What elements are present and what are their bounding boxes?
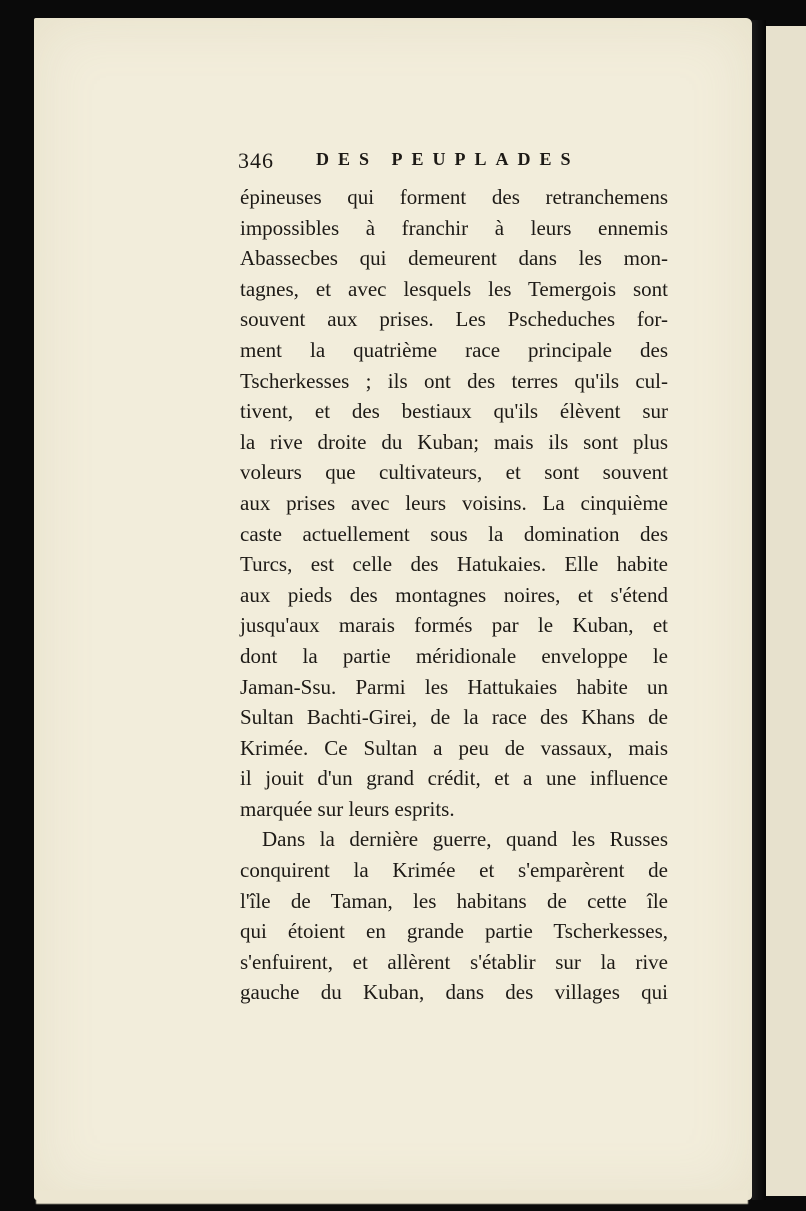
- text-line: impossibles à franchir à leurs ennemis: [240, 215, 668, 240]
- page-bottom-edge: [36, 1190, 748, 1204]
- text-line: dont la partie méridionale enveloppe le: [240, 643, 668, 668]
- text-line: souvent aux prises. Les Pscheduches for-: [240, 307, 668, 332]
- text-line: s'enfuirent, et allèrent s'établir sur la rive: [240, 949, 668, 974]
- text-line: voleurs que cultivateurs, et sont souvent: [240, 460, 668, 485]
- paragraph-1: [240, 182, 668, 824]
- text-line: Tscherkesses ; ils ont des terres qu'ils cul-: [240, 368, 668, 393]
- text-line: il jouit d'un grand crédit, et a une influence: [240, 766, 668, 791]
- text-line: aux pieds des montagnes noires, et s'étend: [240, 582, 668, 607]
- text-line: Abassecbes qui demeurent dans les mon-: [240, 246, 668, 271]
- text-line: qui étoient en grande partie Tscherkesses,: [240, 919, 668, 944]
- text-line: Jaman-Ssu. Parmi les Hattukaies habite un: [240, 674, 668, 699]
- text-line: Dans la dernière guerre, quand les Russes: [262, 827, 668, 852]
- adjacent-page-edge: [766, 26, 806, 1196]
- text-line: Krimée. Ce Sultan a peu de vassaux, mais: [240, 735, 668, 760]
- page-number: 346: [238, 148, 274, 173]
- text-line: gauche du Kuban, dans des villages qui: [240, 980, 668, 1005]
- text-line: conquirent la Krimée et s'emparèrent de: [240, 858, 668, 883]
- text-line: tivent, et des bestiaux qu'ils élèvent sur: [240, 399, 668, 424]
- text-line: caste actuellement sous la domination des: [240, 521, 668, 546]
- text-line: Turcs, est celle des Hatukaies. Elle habite: [240, 552, 668, 577]
- text-line: aux prises avec leurs voisins. La cinquième: [240, 490, 668, 515]
- running-head: [238, 148, 668, 180]
- text-line: épineuses qui forment des retranchemens: [240, 185, 668, 209]
- text-line: la rive droite du Kuban; mais ils sont plus: [240, 429, 668, 454]
- body-text: [240, 182, 668, 1008]
- text-line: tagnes, et avec lesquels les Temergois sont: [240, 276, 668, 301]
- binding-gutter-shadow: [752, 20, 766, 1200]
- text-line: l'île de Taman, les habitans de cette île: [240, 888, 668, 913]
- text-line: marquée sur leurs esprits.: [240, 796, 455, 821]
- paragraph-2: [240, 824, 668, 1008]
- text-line: Sultan Bachti-Girei, de la race des Khans de: [240, 705, 668, 730]
- text-line: ment la quatrième race principale des: [240, 337, 668, 362]
- text-line: jusqu'aux marais formés par le Kuban, et: [240, 613, 668, 638]
- running-title: DES PEUPLADES: [316, 149, 580, 169]
